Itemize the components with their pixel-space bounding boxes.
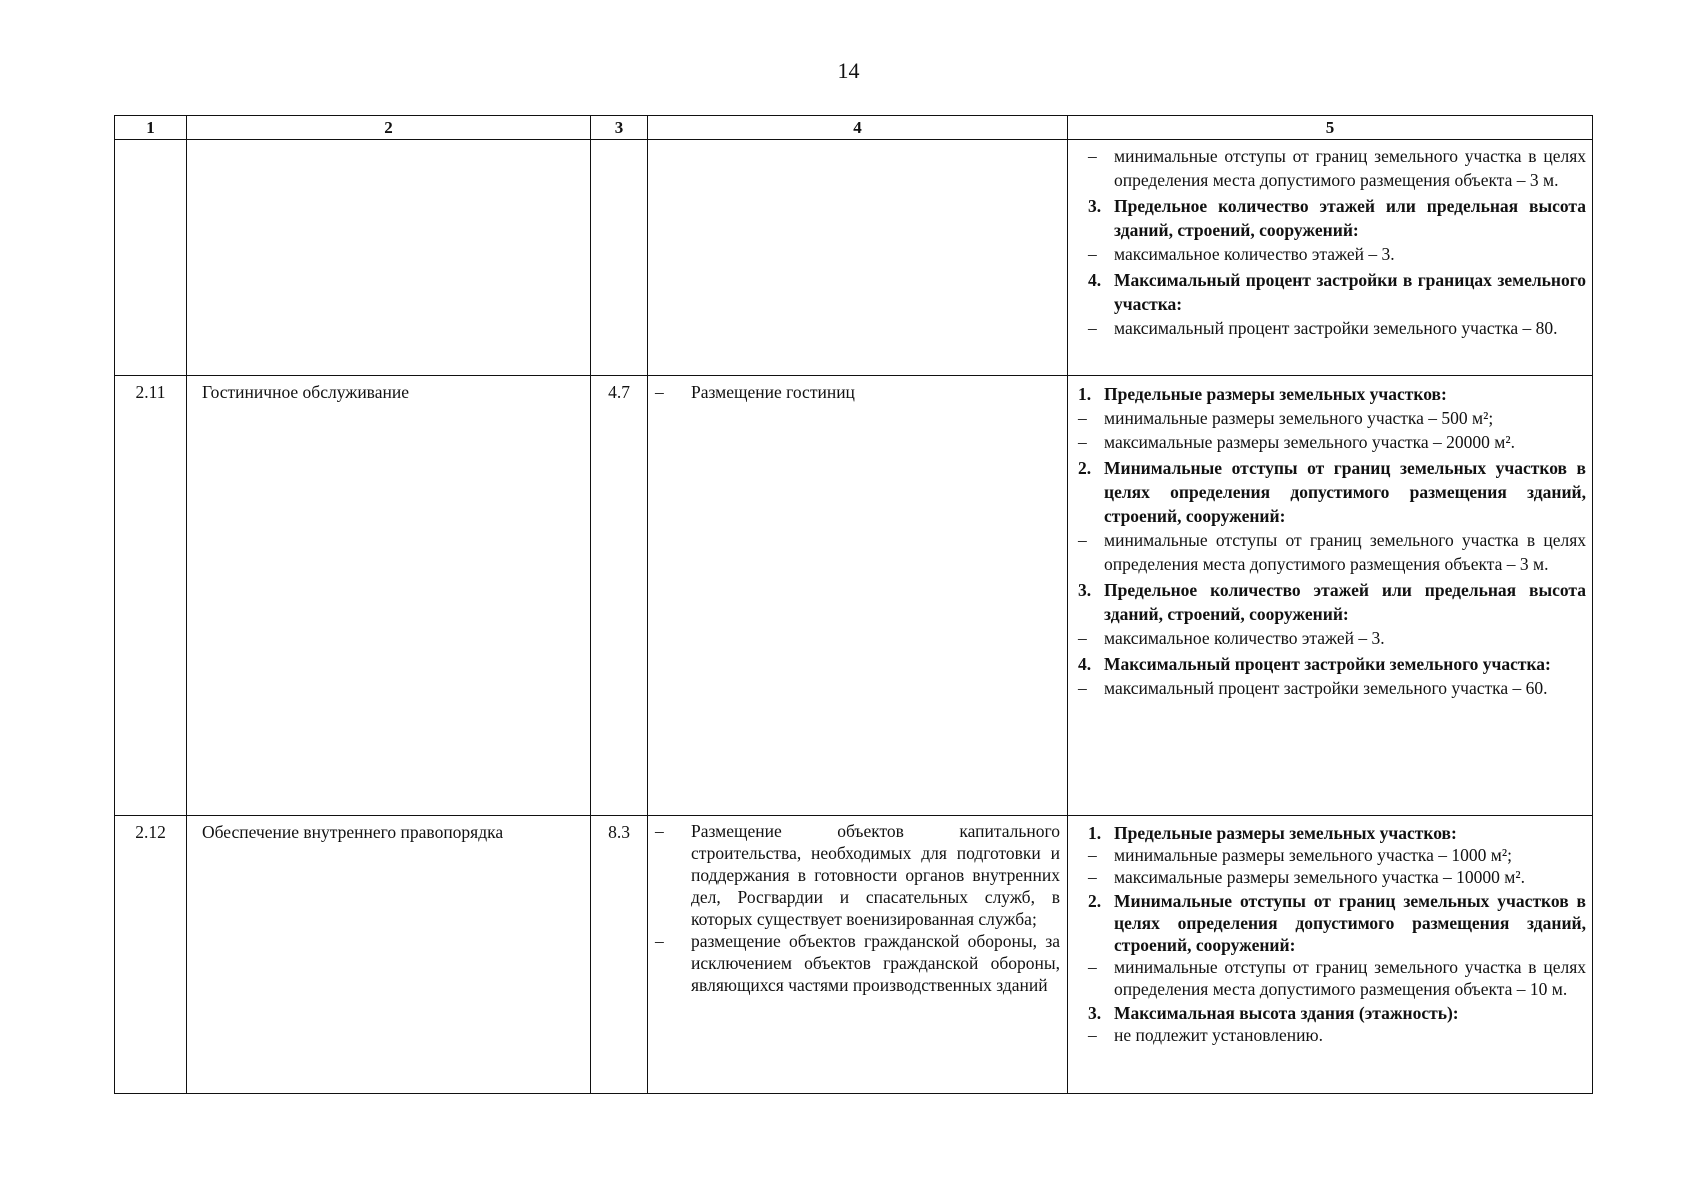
- table-row: [115, 376, 1593, 816]
- param-number: 3.: [1088, 196, 1102, 216]
- param-item: [1074, 528, 1586, 576]
- param-item: [1074, 626, 1586, 650]
- param-heading-text: Предельные размеры земельных участков:: [1114, 823, 1457, 843]
- dash-marker: –: [1078, 530, 1087, 550]
- cell-code: 4.7: [591, 376, 648, 816]
- param-heading: [1074, 822, 1586, 844]
- dash-marker: –: [1078, 432, 1087, 452]
- dash-marker: –: [1078, 678, 1087, 698]
- cell-desc: [648, 816, 1068, 1094]
- dash-marker: –: [1088, 845, 1097, 865]
- desc-item: [655, 380, 1060, 404]
- desc-text: Размещение объектов капитального строительства, необходимых для подготовки и поддержания в готовности органов внутренних дел, Росгвардии и спасательных служб, в которых существует военизированная служба;: [691, 821, 1060, 929]
- param-heading-text: Минимальные отступы от границ земельных участков в целях определения допустимого размещения зданий, строений, сооружений:: [1104, 458, 1586, 526]
- cell-code: 8.3: [591, 816, 648, 1094]
- param-item: [1074, 844, 1586, 866]
- cell-num: [115, 140, 187, 376]
- param-heading-text: Максимальный процент застройки в границах земельного участка:: [1114, 270, 1586, 314]
- cell-code: [591, 140, 648, 376]
- cell-params: [1068, 816, 1593, 1094]
- desc-text: Размещение гостиниц: [691, 382, 855, 402]
- param-item: [1074, 866, 1586, 888]
- dash-marker: –: [1078, 408, 1087, 428]
- dash-marker: –: [1088, 957, 1097, 977]
- param-heading-text: Минимальные отступы от границ земельных участков в целях определения допустимого размещения зданий, строений, сооружений:: [1114, 891, 1586, 955]
- param-number: 2.: [1088, 891, 1102, 911]
- column-header: 1: [115, 116, 187, 140]
- param-heading: [1074, 578, 1586, 626]
- param-heading-text: Максимальная высота здания (этажность):: [1114, 1003, 1459, 1023]
- param-number: 3.: [1088, 1003, 1102, 1023]
- column-header: 4: [648, 116, 1068, 140]
- column-header: 5: [1068, 116, 1593, 140]
- dash-marker: –: [655, 931, 664, 951]
- desc-item: [655, 930, 1060, 996]
- dash-marker: –: [1078, 628, 1087, 648]
- param-item: [1074, 1024, 1586, 1046]
- regulations-table: [114, 115, 1593, 1094]
- cell-name: Обеспечение внутреннего правопорядка: [187, 816, 591, 1094]
- param-text: максимальные размеры земельного участка – 20000 м².: [1104, 432, 1515, 452]
- dash-marker: –: [655, 382, 664, 402]
- desc-text: размещение объектов гражданской обороны, за исключением объектов гражданской обороны, являющихся частями производственных зданий: [691, 931, 1060, 995]
- param-heading-text: Предельные размеры земельных участков:: [1104, 384, 1447, 404]
- param-item: [1074, 406, 1586, 430]
- cell-params: [1068, 140, 1593, 376]
- cell-num: 2.11: [115, 376, 187, 816]
- param-item: [1074, 676, 1586, 700]
- dash-marker: –: [655, 821, 664, 841]
- param-text: минимальные размеры земельного участка – 500 м²;: [1104, 408, 1494, 428]
- param-number: 2.: [1078, 458, 1092, 478]
- param-heading: [1074, 268, 1586, 316]
- dash-marker: –: [1088, 867, 1097, 887]
- dash-marker: –: [1088, 1025, 1097, 1045]
- cell-num: 2.12: [115, 816, 187, 1094]
- param-heading: [1074, 1002, 1586, 1024]
- param-item: [1074, 144, 1586, 192]
- param-text: максимальные размеры земельного участка – 10000 м².: [1114, 867, 1525, 887]
- param-text: максимальное количество этажей – 3.: [1114, 244, 1395, 264]
- cell-name: Гостиничное обслуживание: [187, 376, 591, 816]
- param-heading: [1074, 456, 1586, 528]
- param-heading: [1074, 652, 1586, 676]
- cell-params: [1068, 376, 1593, 816]
- table-row: [115, 140, 1593, 376]
- param-text: максимальное количество этажей – 3.: [1104, 628, 1385, 648]
- param-heading-text: Предельное количество этажей или предельная высота зданий, строений, сооружений:: [1114, 196, 1586, 240]
- cell-desc: [648, 140, 1068, 376]
- param-heading: [1074, 890, 1586, 956]
- column-header: 2: [187, 116, 591, 140]
- param-item: [1074, 956, 1586, 1000]
- param-text: минимальные отступы от границ земельного участка в целях определения места допустимого размещения объекта – 10 м.: [1114, 957, 1586, 999]
- param-item: [1074, 242, 1586, 266]
- param-number: 3.: [1078, 580, 1092, 600]
- param-heading-text: Предельное количество этажей или предельная высота зданий, строений, сооружений:: [1104, 580, 1586, 624]
- page-number: 14: [837, 58, 860, 83]
- dash-marker: –: [1088, 318, 1097, 338]
- param-number: 4.: [1088, 270, 1102, 290]
- param-text: максимальный процент застройки земельного участка – 80.: [1114, 318, 1558, 338]
- column-header: 3: [591, 116, 648, 140]
- param-number: 4.: [1078, 654, 1092, 674]
- cell-desc: [648, 376, 1068, 816]
- param-heading: [1074, 382, 1586, 406]
- dash-marker: –: [1088, 244, 1097, 264]
- desc-item: [655, 820, 1060, 930]
- param-heading: [1074, 194, 1586, 242]
- param-heading-text: Максимальный процент застройки земельного участка:: [1104, 654, 1551, 674]
- param-text: минимальные отступы от границ земельного участка в целях определения места допустимого размещения объекта – 3 м.: [1114, 146, 1586, 190]
- param-item: [1074, 430, 1586, 454]
- table-row: [115, 816, 1593, 1094]
- table-header-row: [115, 116, 1593, 140]
- param-item: [1074, 316, 1586, 340]
- param-number: 1.: [1088, 823, 1102, 843]
- param-number: 1.: [1078, 384, 1092, 404]
- param-text: максимальный процент застройки земельного участка – 60.: [1104, 678, 1548, 698]
- param-text: не подлежит установлению.: [1114, 1025, 1323, 1045]
- cell-name: [187, 140, 591, 376]
- param-text: минимальные размеры земельного участка – 1000 м²;: [1114, 845, 1512, 865]
- dash-marker: –: [1088, 146, 1097, 166]
- param-text: минимальные отступы от границ земельного участка в целях определения места допустимого размещения объекта – 3 м.: [1104, 530, 1586, 574]
